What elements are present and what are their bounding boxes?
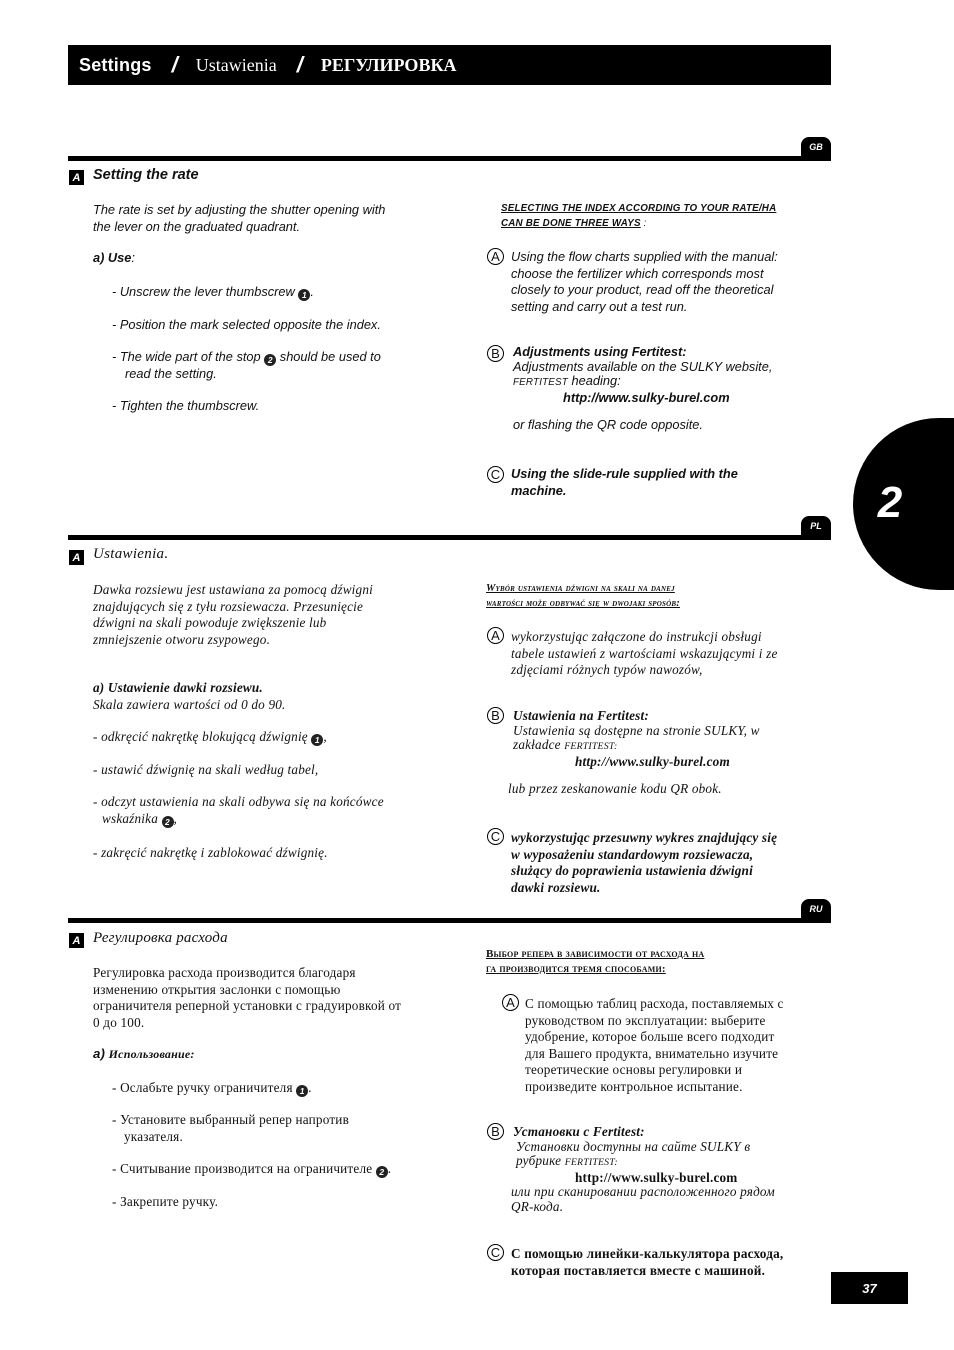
select-heading-line: SELECTING THE INDEX ACCORDING TO YOUR RATE/HA (501, 203, 777, 214)
option-a-line: С помощью таблиц расхода, поставляемых с (525, 996, 784, 1011)
option-b-icon: B (487, 1123, 504, 1140)
step-after: should be used to (279, 349, 381, 364)
lang-badge-ru: RU (801, 899, 831, 919)
intro-line: изменению открытия заслонки с помощью (93, 981, 341, 997)
gb-option-a (511, 249, 778, 315)
callout-1-icon: 1 (311, 734, 323, 746)
gb-qr-text: or flashing the QR code opposite. (513, 417, 703, 432)
intro-line: 0 до 100. (93, 1014, 145, 1030)
gb-select-heading (501, 201, 776, 231)
option-a-line: удобрение, которое больше всего подходит (525, 1029, 775, 1044)
option-b-title: Установки с Fertitest: (513, 1124, 645, 1139)
chapter-number: 2 (877, 478, 903, 527)
ru-option-b (513, 1125, 775, 1214)
sulky-url-link[interactable]: http://www.sulky-burel.com (575, 1169, 738, 1185)
option-a-line: zdjęciami różnych typów nawozów, (511, 662, 703, 677)
pl-option-b (513, 709, 760, 769)
header-bar (68, 45, 831, 85)
intro-line: the lever on the graduated quadrant. (93, 218, 301, 234)
callout-2-icon: 2 (162, 816, 174, 828)
step-cont: read the setting. (125, 366, 217, 382)
pl-step-1 (93, 729, 327, 746)
option-b-line: heading: (567, 373, 621, 388)
ru-step-4 (112, 1194, 218, 1211)
pl-qr-text: lub przez zeskanowanie kodu QR obok. (508, 781, 722, 796)
pl-step-4 (93, 845, 328, 862)
qr-text-line: или при сканировании расположенного рядом (511, 1184, 775, 1199)
header-title-en: Settings (79, 54, 152, 75)
ru-intro (93, 965, 401, 1031)
section-rule-pl (68, 535, 831, 540)
step-text: - ustawić dźwignię na skali według tabel, (93, 762, 319, 777)
gb-step-1 (112, 284, 314, 301)
step-after: . (387, 1161, 392, 1176)
callout-1-icon: 1 (298, 289, 310, 301)
option-b-icon: B (487, 707, 504, 724)
option-c-icon: C (487, 828, 504, 845)
sulky-url-link[interactable]: http://www.sulky-burel.com (563, 389, 730, 405)
pl-use-heading (93, 680, 286, 713)
pl-step-2 (93, 762, 318, 779)
gb-option-b (513, 345, 772, 405)
option-c-icon: C (487, 466, 504, 483)
header-separator: / (296, 52, 303, 77)
section-rule-ru (68, 918, 831, 923)
option-c-line: w wyposażeniu standardowym rozsiewacza, (511, 846, 754, 862)
step-after: , (323, 729, 327, 744)
ru-option-a (525, 996, 784, 1095)
option-a-line: для Вашего продукта, внимательно изучите (525, 1045, 779, 1061)
step-after: . (310, 284, 314, 299)
pl-select-heading (486, 581, 680, 611)
select-heading-line: Выбор репера в зависимости от расхода на (486, 948, 705, 960)
fertitest-label: FERTITEST: (564, 1157, 618, 1168)
fertitest-label: FERTITEST: (564, 741, 618, 752)
section-title-gb: Setting the rate (93, 167, 199, 183)
use-colon: : (131, 250, 135, 265)
header-title-ru: РЕГУЛИРОВКА (320, 54, 457, 75)
gb-option-c (511, 466, 738, 499)
step-text: - Unscrew the lever thumbscrew (112, 284, 295, 299)
qr-text-line: QR-кода. (511, 1198, 564, 1214)
step-text: - Position the mark selected opposite the index. (112, 317, 381, 332)
step-text: - zakręcić nakrętkę i zablokować dźwignię. (93, 845, 328, 860)
section-rule-gb (68, 156, 831, 161)
step-after: . (308, 1080, 312, 1095)
option-a-line: теоретические основы регулировки и (525, 1062, 743, 1077)
gb-step-2 (112, 317, 381, 334)
step-after: , (173, 810, 178, 826)
intro-line: ограничителя реперной установки с градуировкой от (93, 998, 402, 1013)
option-a-icon: A (487, 248, 504, 265)
option-b-line: Установки доступны на сайте SULKY в (516, 1138, 751, 1154)
option-a-line: wykorzystując załączone do instrukcji obsługi (511, 629, 762, 644)
step-text: - odkręcić nakrętkę blokującą dźwignię (93, 729, 308, 744)
lang-badge-gb: GB (801, 137, 831, 157)
section-title-ru: Регулировка расхода (93, 930, 228, 946)
option-a-line: closely to your product, read off the theoretical (511, 282, 774, 297)
ru-use-heading (93, 1046, 195, 1063)
callout-1-icon: 1 (296, 1085, 308, 1097)
intro-line: dźwigni na skali powoduje zwiększenie lub (93, 615, 327, 630)
gb-use-heading (93, 250, 135, 267)
option-b-title: Adjustments using Fertitest: (513, 344, 687, 359)
option-c-line: С помощью линейки-калькулятора расхода, (511, 1246, 784, 1261)
step-text: - Закрепите ручку. (112, 1194, 219, 1209)
use-label: a) Ustawienie dawki rozsiewu. (93, 680, 263, 695)
ru-step-1 (112, 1080, 312, 1097)
option-c-icon: C (487, 1244, 504, 1261)
section-box-a: A (69, 170, 84, 185)
intro-line: Dawka rozsiewu jest ustawiana za pomocą dźwigni (93, 582, 374, 597)
gb-intro (93, 202, 385, 235)
step-text: - Считывание производится на ограничителе (112, 1161, 373, 1176)
select-heading-line: CAN BE DONE THREE WAYS (501, 218, 641, 229)
option-c-line: dawki rozsiewu. (511, 879, 601, 895)
option-c-line: Using the slide-rule supplied with the (511, 466, 738, 481)
lang-badge-pl: PL (801, 516, 831, 536)
select-heading-line: wartości może odbywać się w dwojaki sposób: (486, 598, 680, 609)
page-number: 37 (831, 1272, 908, 1304)
ru-step-2 (112, 1112, 349, 1145)
step-text: - The wide part of the stop (112, 349, 261, 364)
intro-line: znajdujących się z tyłu rozsiewacza. Przesunięcie (93, 598, 364, 614)
header-separator: / (171, 52, 178, 77)
step-text: - odczyt ustawienia na skali odbywa się na końcówce (93, 794, 384, 809)
select-heading-tail: : (640, 218, 647, 229)
header-title-pl: Ustawienia (195, 54, 277, 75)
option-c-line: wykorzystując przesuwny wykres znajdujący się (511, 830, 778, 845)
ru-select-heading (486, 947, 704, 977)
section-box-a: A (69, 550, 84, 565)
step-text: - Установите выбранный репер напротив (112, 1112, 349, 1127)
option-b-line: Ustawienia są dostępne na stronie SULKY, w (513, 722, 760, 738)
callout-2-icon: 2 (376, 1166, 388, 1178)
section-box-a: A (69, 933, 84, 948)
option-a-icon: A (487, 627, 504, 644)
option-a-icon: A (502, 994, 519, 1011)
step-text: - Ослабьте ручку ограничителя (112, 1080, 293, 1095)
option-a-line: руководством по эксплуатации: выберите (525, 1012, 766, 1028)
option-b-line: zakładce (513, 737, 565, 752)
step-cont: wskaźnika (102, 810, 159, 826)
option-a-line: Using the flow charts supplied with the manual: (511, 249, 778, 264)
select-heading-line: га производится тремя способами: (486, 963, 666, 975)
intro-line: Регулировка расхода производится благодаря (93, 965, 356, 980)
pl-step-3 (93, 794, 384, 828)
option-c-line: которая поставляется вместе с машиной. (511, 1262, 766, 1278)
option-a-line: setting and carry out a test run. (511, 298, 688, 314)
ru-option-c (511, 1246, 783, 1279)
option-a-line: произведите контрольное испытание. (525, 1078, 743, 1094)
use-sub: Skala zawiera wartości od 0 do 90. (93, 696, 286, 712)
option-b-title: Ustawienia na Fertitest: (513, 708, 649, 723)
use-label-a: a) (93, 1046, 106, 1061)
section-title-pl: Ustawienia. (93, 546, 169, 562)
use-label: Использование: (108, 1047, 195, 1061)
use-label: a) Use (93, 250, 132, 265)
pl-option-a (511, 629, 778, 679)
intro-line: zmniejszenie otworu zsypowego. (93, 631, 271, 647)
option-b-line: Adjustments available on the SULKY website, (513, 358, 773, 374)
option-a-line: choose the fertilizer which corresponds most (511, 265, 764, 281)
sulky-url-link[interactable]: http://www.sulky-burel.com (575, 753, 730, 769)
ru-step-3 (112, 1161, 391, 1178)
callout-2-icon: 2 (264, 354, 276, 366)
fertitest-label: FERTITEST (513, 377, 568, 388)
pl-option-c (511, 830, 777, 896)
option-c-line: machine. (511, 482, 567, 498)
step-text: - Tighten the thumbscrew. (112, 398, 260, 413)
option-b-line: рубрике (516, 1153, 565, 1168)
gb-step-4 (112, 398, 259, 415)
gb-step-3 (112, 349, 381, 383)
intro-line: The rate is set by adjusting the shutter opening with (93, 202, 386, 217)
option-c-line: służący do poprawienia ustawienia dźwigni (511, 863, 753, 878)
select-heading-line: Wybór ustawienia dźwigni na skali na danej (486, 583, 675, 594)
option-b-icon: B (487, 345, 504, 362)
step-cont: указателя. (124, 1128, 183, 1144)
option-a-line: tabele ustawień z wartościami wskazującymi i ze (511, 645, 778, 661)
pl-intro (93, 582, 373, 648)
